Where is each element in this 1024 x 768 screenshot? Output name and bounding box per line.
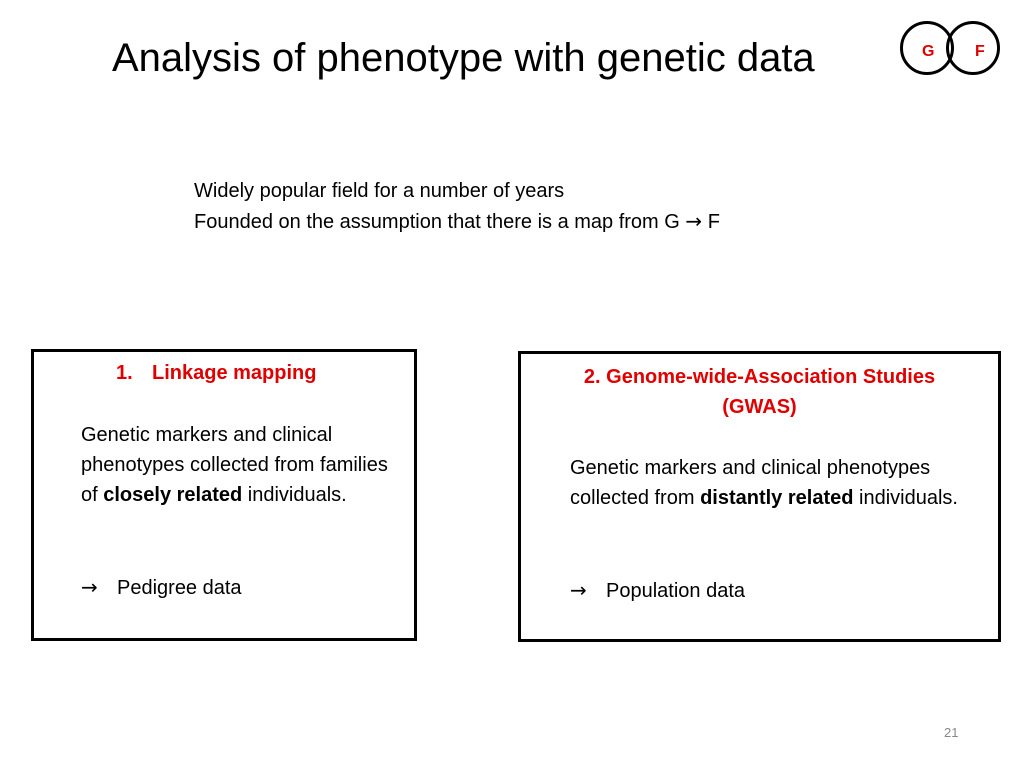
box2-heading-line-2: (GWAS) (722, 396, 797, 418)
right-arrow-icon: → (685, 209, 703, 233)
g-f-logo (900, 21, 1000, 83)
box1-body-bold: closely related (103, 484, 243, 506)
page-number: 21 (944, 725, 959, 740)
slide-title: Analysis of phenotype with genetic data (112, 36, 815, 80)
intro-text (194, 176, 720, 237)
logo-letter-f: F (975, 43, 985, 60)
box2-body-post: individuals. (853, 487, 958, 509)
box1-heading (116, 358, 316, 388)
box1-heading-text: Linkage mapping (152, 362, 317, 384)
box2-body-pre: Genetic markers and clinical phenotypes collected from (570, 457, 931, 509)
box2-heading-line-1: 2. Genome-wide-Association Studies (583, 366, 936, 388)
box2-heading (521, 362, 998, 422)
box2-bullet-text: Population data (606, 580, 746, 602)
intro-line-2-text: Founded on the assumption that there is a map from G (194, 211, 680, 233)
box1-bullet-text: Pedigree data (117, 577, 242, 599)
intro-line-1: Widely popular field for a number of years (194, 180, 565, 202)
logo-circle-f (946, 21, 1000, 75)
linkage-mapping-box (31, 349, 417, 641)
box1-bullet (81, 572, 242, 603)
box2-bullet (570, 575, 745, 606)
gwas-box (518, 351, 1001, 642)
logo-letter-g: G (922, 43, 935, 60)
box1-number: 1. (116, 362, 133, 384)
box1-body (81, 420, 401, 510)
intro-line-2-end: F (707, 211, 720, 233)
intro-line-2 (194, 206, 720, 237)
box1-body-pre: Genetic markers and clinical phenotypes collected from families of (81, 424, 388, 506)
box2-body (570, 453, 990, 513)
right-arrow-icon: → (81, 575, 98, 599)
box1-body-post: individuals. (242, 484, 347, 506)
right-arrow-icon: → (570, 578, 587, 602)
box2-body-bold: distantly related (700, 487, 854, 509)
